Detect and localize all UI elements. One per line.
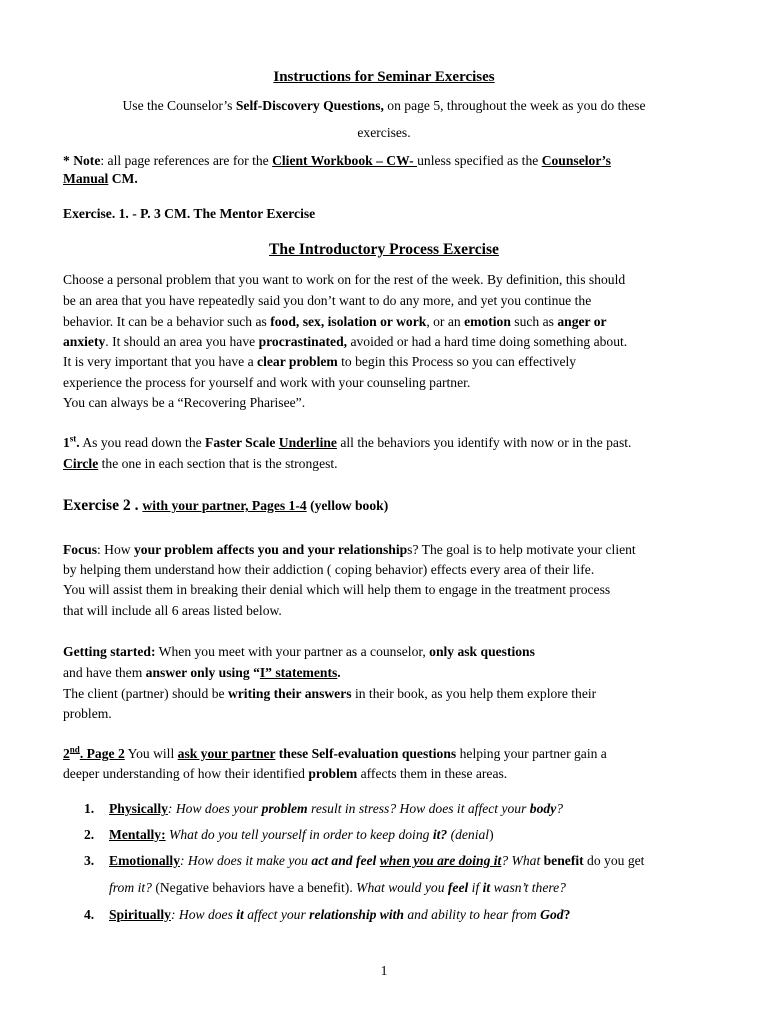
document-title: Instructions for Seminar Exercises bbox=[273, 69, 495, 85]
first-step-line-2: Circle the one in each section that is the strongest. bbox=[63, 456, 338, 471]
list-item-mentally: Mentally: What do you tell yourself in order to keep doing it? (denial) bbox=[109, 827, 494, 842]
process-line-4: anxiety. It should an area you have procrastinated, avoided or had a hard time doing something about. bbox=[63, 334, 628, 349]
process-line-5: It is very important that you have a clear problem to begin this Process so you can effectively bbox=[63, 354, 577, 369]
getting-started-line-2: and have them answer only using “I” statements. bbox=[63, 665, 341, 680]
getting-started-line-1: Getting started: When you meet with your partner as a counselor, only ask questions bbox=[63, 644, 535, 659]
list-item-spiritually: Spiritually: How does it affect your relationship with and ability to hear from God? bbox=[109, 907, 571, 922]
list-item-physically: Physically: How does your problem result in stress? How does it affect your body? bbox=[109, 801, 564, 816]
getting-started-line-4: problem. bbox=[63, 706, 112, 721]
list-item-emotionally: Emotionally: How does it make you act and feel when you are doing it? What benefit do you get bbox=[109, 853, 645, 868]
process-line-6: experience the process for yourself and work with your counseling partner. bbox=[63, 375, 471, 390]
list-number: 2. bbox=[84, 827, 95, 842]
focus-line-4: that will include all 6 areas listed below. bbox=[63, 603, 282, 618]
focus-line-2: by helping them understand how their addiction ( coping behavior) effects every area of their life. bbox=[63, 562, 595, 577]
getting-started-line-3: The client (partner) should be writing their answers in their book, as you help them explore their bbox=[63, 686, 597, 701]
process-line-7: You can always be a “Recovering Pharisee”. bbox=[63, 395, 306, 410]
note-line-2: Manual CM. bbox=[63, 171, 138, 186]
section-title: The Introductory Process Exercise bbox=[269, 241, 499, 258]
focus-line-1: Focus: How your problem affects you and your relationships? The goal is to help motivate your client bbox=[63, 542, 636, 557]
exercise-1-heading: Exercise. 1. - P. 3 CM. The Mentor Exercise bbox=[63, 206, 316, 221]
process-line-3: behavior. It can be a behavior such as food, sex, isolation or work, or an emotion such as anger or bbox=[63, 314, 607, 329]
intro-line-2: exercises. bbox=[357, 125, 411, 140]
focus-line-3: You will assist them in breaking their denial which will help them to engage in the treatment process bbox=[63, 582, 611, 597]
list-number: 3. bbox=[84, 853, 95, 868]
exercise-2-heading: Exercise 2 . with your partner, Pages 1-4 (yellow book) bbox=[63, 497, 389, 514]
page-number: 1 bbox=[380, 963, 388, 978]
process-line-1: Choose a personal problem that you want to work on for the rest of the week. By definition, this should bbox=[63, 272, 626, 287]
list-number: 1. bbox=[84, 801, 95, 816]
list-number: 4. bbox=[84, 907, 95, 922]
second-step-line-2: deeper understanding of how their identified problem affects them in these areas. bbox=[63, 766, 508, 781]
first-step-line-1: 1st. As you read down the Faster Scale Underline all the behaviors you identify with now or in the past. bbox=[63, 433, 632, 450]
note-line-1: * Note: all page references are for the Client Workbook – CW- unless specified as the Counselor’s bbox=[63, 153, 611, 168]
second-step-line-1: 2nd. Page 2 You will ask your partner these Self-evaluation questions helping your partner gain a bbox=[63, 744, 607, 761]
list-item-emotionally-cont: from it? (Negative behaviors have a benefit). What would you feel if it wasn’t there? bbox=[109, 880, 566, 895]
process-line-2: be an area that you have repeatedly said you don’t want to do any more, and yet you continue the bbox=[63, 293, 592, 308]
intro-line-1: Use the Counselor’s Self-Discovery Questions, on page 5, throughout the week as you do these bbox=[122, 98, 646, 113]
